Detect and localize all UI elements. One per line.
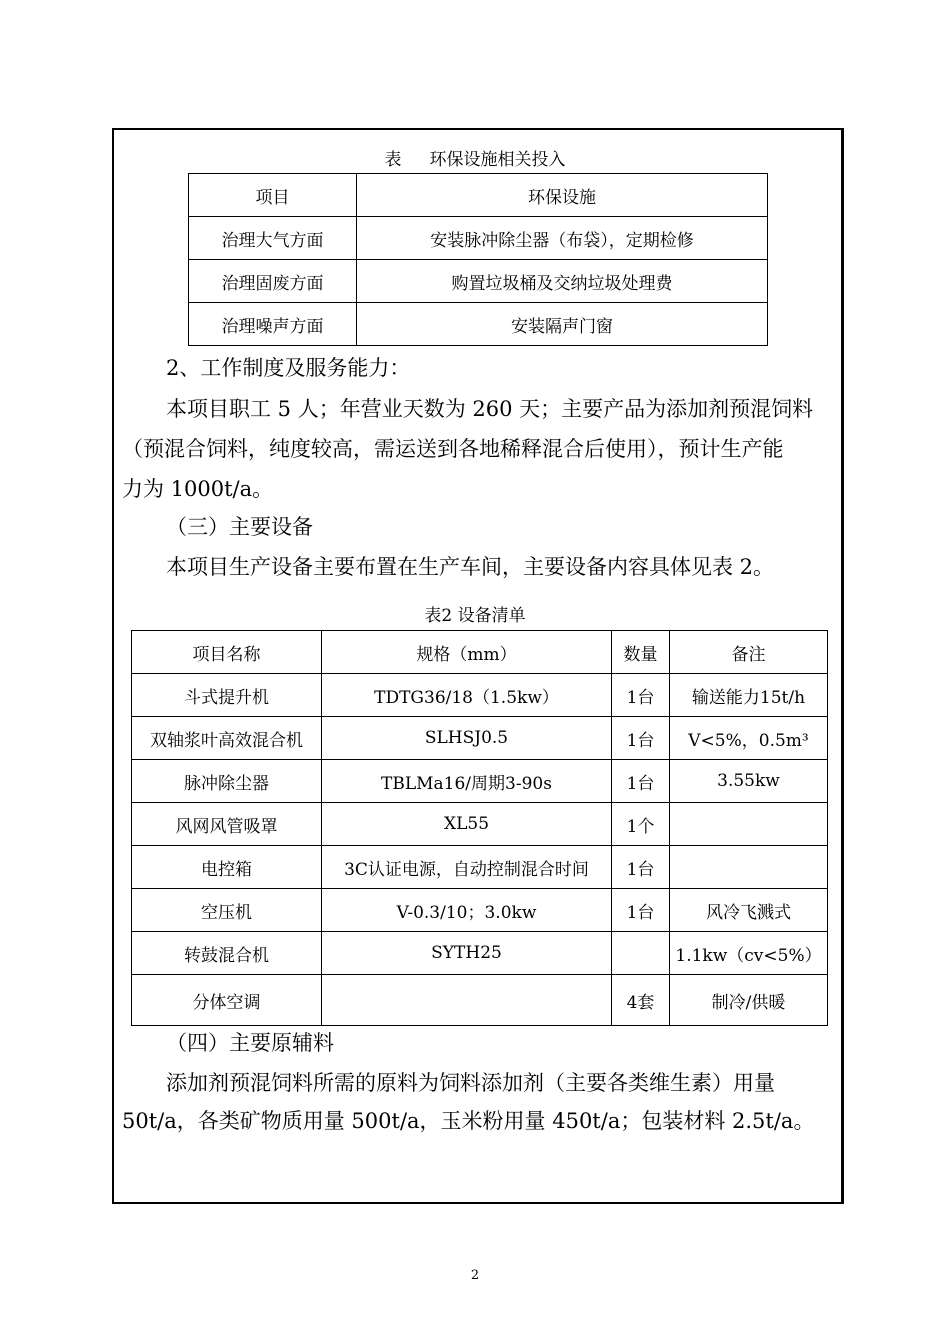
paragraph-line: （预混合饲料，纯度较高，需运送到各地稀释混合后使用），预计生产能 (122, 437, 784, 461)
table-row (132, 717, 828, 760)
paragraph-line: 本项目职工 5 人；年营业天数为 260 天；主要产品为添加剂预混饲料 (166, 397, 814, 421)
table-row (132, 674, 828, 717)
table-header-row (189, 174, 768, 217)
table-cell: 分体空调 (132, 975, 322, 1026)
paragraph-line: 添加剂预混饲料所需的原料为饲料添加剂（主要各类维生素）用量 (166, 1071, 775, 1095)
table-cell: 制冷/供暖 (670, 975, 828, 1026)
table-row (189, 260, 768, 303)
table-cell: 购置垃圾桶及交纳垃圾处理费 (357, 260, 768, 303)
header-cell: 项目名称 (132, 631, 322, 674)
table-row (132, 803, 828, 846)
section2-heading: 2、工作制度及服务能力： (166, 356, 411, 380)
environmental-facilities-table (188, 173, 768, 346)
table-header-row (132, 631, 828, 674)
table-cell: 治理固废方面 (189, 260, 357, 303)
table-cell: 1个 (612, 803, 670, 846)
table-cell: 3.55kw (670, 760, 828, 803)
table-cell: V<5%，0.5m³ (670, 717, 828, 760)
table-cell: 1台 (612, 674, 670, 717)
table-cell (670, 846, 828, 889)
table-row (132, 889, 828, 932)
header-cell: 备注 (670, 631, 828, 674)
table-cell: 空压机 (132, 889, 322, 932)
table-cell: 治理大气方面 (189, 217, 357, 260)
table-cell: 4套 (612, 975, 670, 1026)
table-row (132, 932, 828, 975)
table-cell: 风网风管吸罩 (132, 803, 322, 846)
table-cell: 双轴浆叶高效混合机 (132, 717, 322, 760)
header-cell: 环保设施 (357, 174, 768, 217)
table-cell: 输送能力15t/h (670, 674, 828, 717)
table-cell: 1台 (612, 889, 670, 932)
table-cell: SLHSJ0.5 (322, 717, 612, 760)
table-cell: TBLMa16/周期3-90s (322, 760, 612, 803)
table-cell: 1台 (612, 717, 670, 760)
table2-caption: 表2 设备清单 (424, 606, 526, 626)
page-number: 2 (470, 1268, 480, 1283)
header-cell: 规格（mm） (322, 631, 612, 674)
header-cell: 数量 (612, 631, 670, 674)
table-row (132, 975, 828, 1026)
table-cell: 安装隔声门窗 (357, 303, 768, 346)
table-cell: 治理噪声方面 (189, 303, 357, 346)
table-cell (612, 932, 670, 975)
equipment-table (131, 630, 828, 1026)
table-row (132, 846, 828, 889)
table1-caption: 表 环保设施相关投入 (384, 150, 566, 170)
table-cell: 1台 (612, 760, 670, 803)
paragraph-line: 力为 1000t/a。 (122, 477, 274, 501)
table-row (189, 303, 768, 346)
table-cell: XL55 (322, 803, 612, 846)
table-cell: TDTG36/18（1.5kw） (322, 674, 612, 717)
table-cell: SYTH25 (322, 932, 612, 975)
table-cell: 脉冲除尘器 (132, 760, 322, 803)
table-cell: 1台 (612, 846, 670, 889)
table-cell (322, 975, 612, 1026)
table-cell: 风冷飞溅式 (670, 889, 828, 932)
table-cell: 安装脉冲除尘器（布袋），定期检修 (357, 217, 768, 260)
table-cell: 电控箱 (132, 846, 322, 889)
table-cell: 转鼓混合机 (132, 932, 322, 975)
table-cell (670, 803, 828, 846)
table-row (189, 217, 768, 260)
section4-heading: （四）主要原辅料 (166, 1031, 334, 1055)
table-cell: 斗式提升机 (132, 674, 322, 717)
header-cell: 项目 (189, 174, 357, 217)
table-cell: 1.1kw（cv<5%） (670, 932, 828, 975)
table-row (132, 760, 828, 803)
table-cell: 3C认证电源，自动控制混合时间 (322, 846, 612, 889)
section3-intro: 本项目生产设备主要布置在生产车间，主要设备内容具体见表 2。 (166, 555, 775, 579)
paragraph-line: 50t/a，各类矿物质用量 500t/a，玉米粉用量 450t/a；包装材料 2.5t/a。 (122, 1109, 815, 1133)
section3-heading: （三）主要设备 (166, 515, 313, 539)
table-cell: V-0.3/10；3.0kw (322, 889, 612, 932)
